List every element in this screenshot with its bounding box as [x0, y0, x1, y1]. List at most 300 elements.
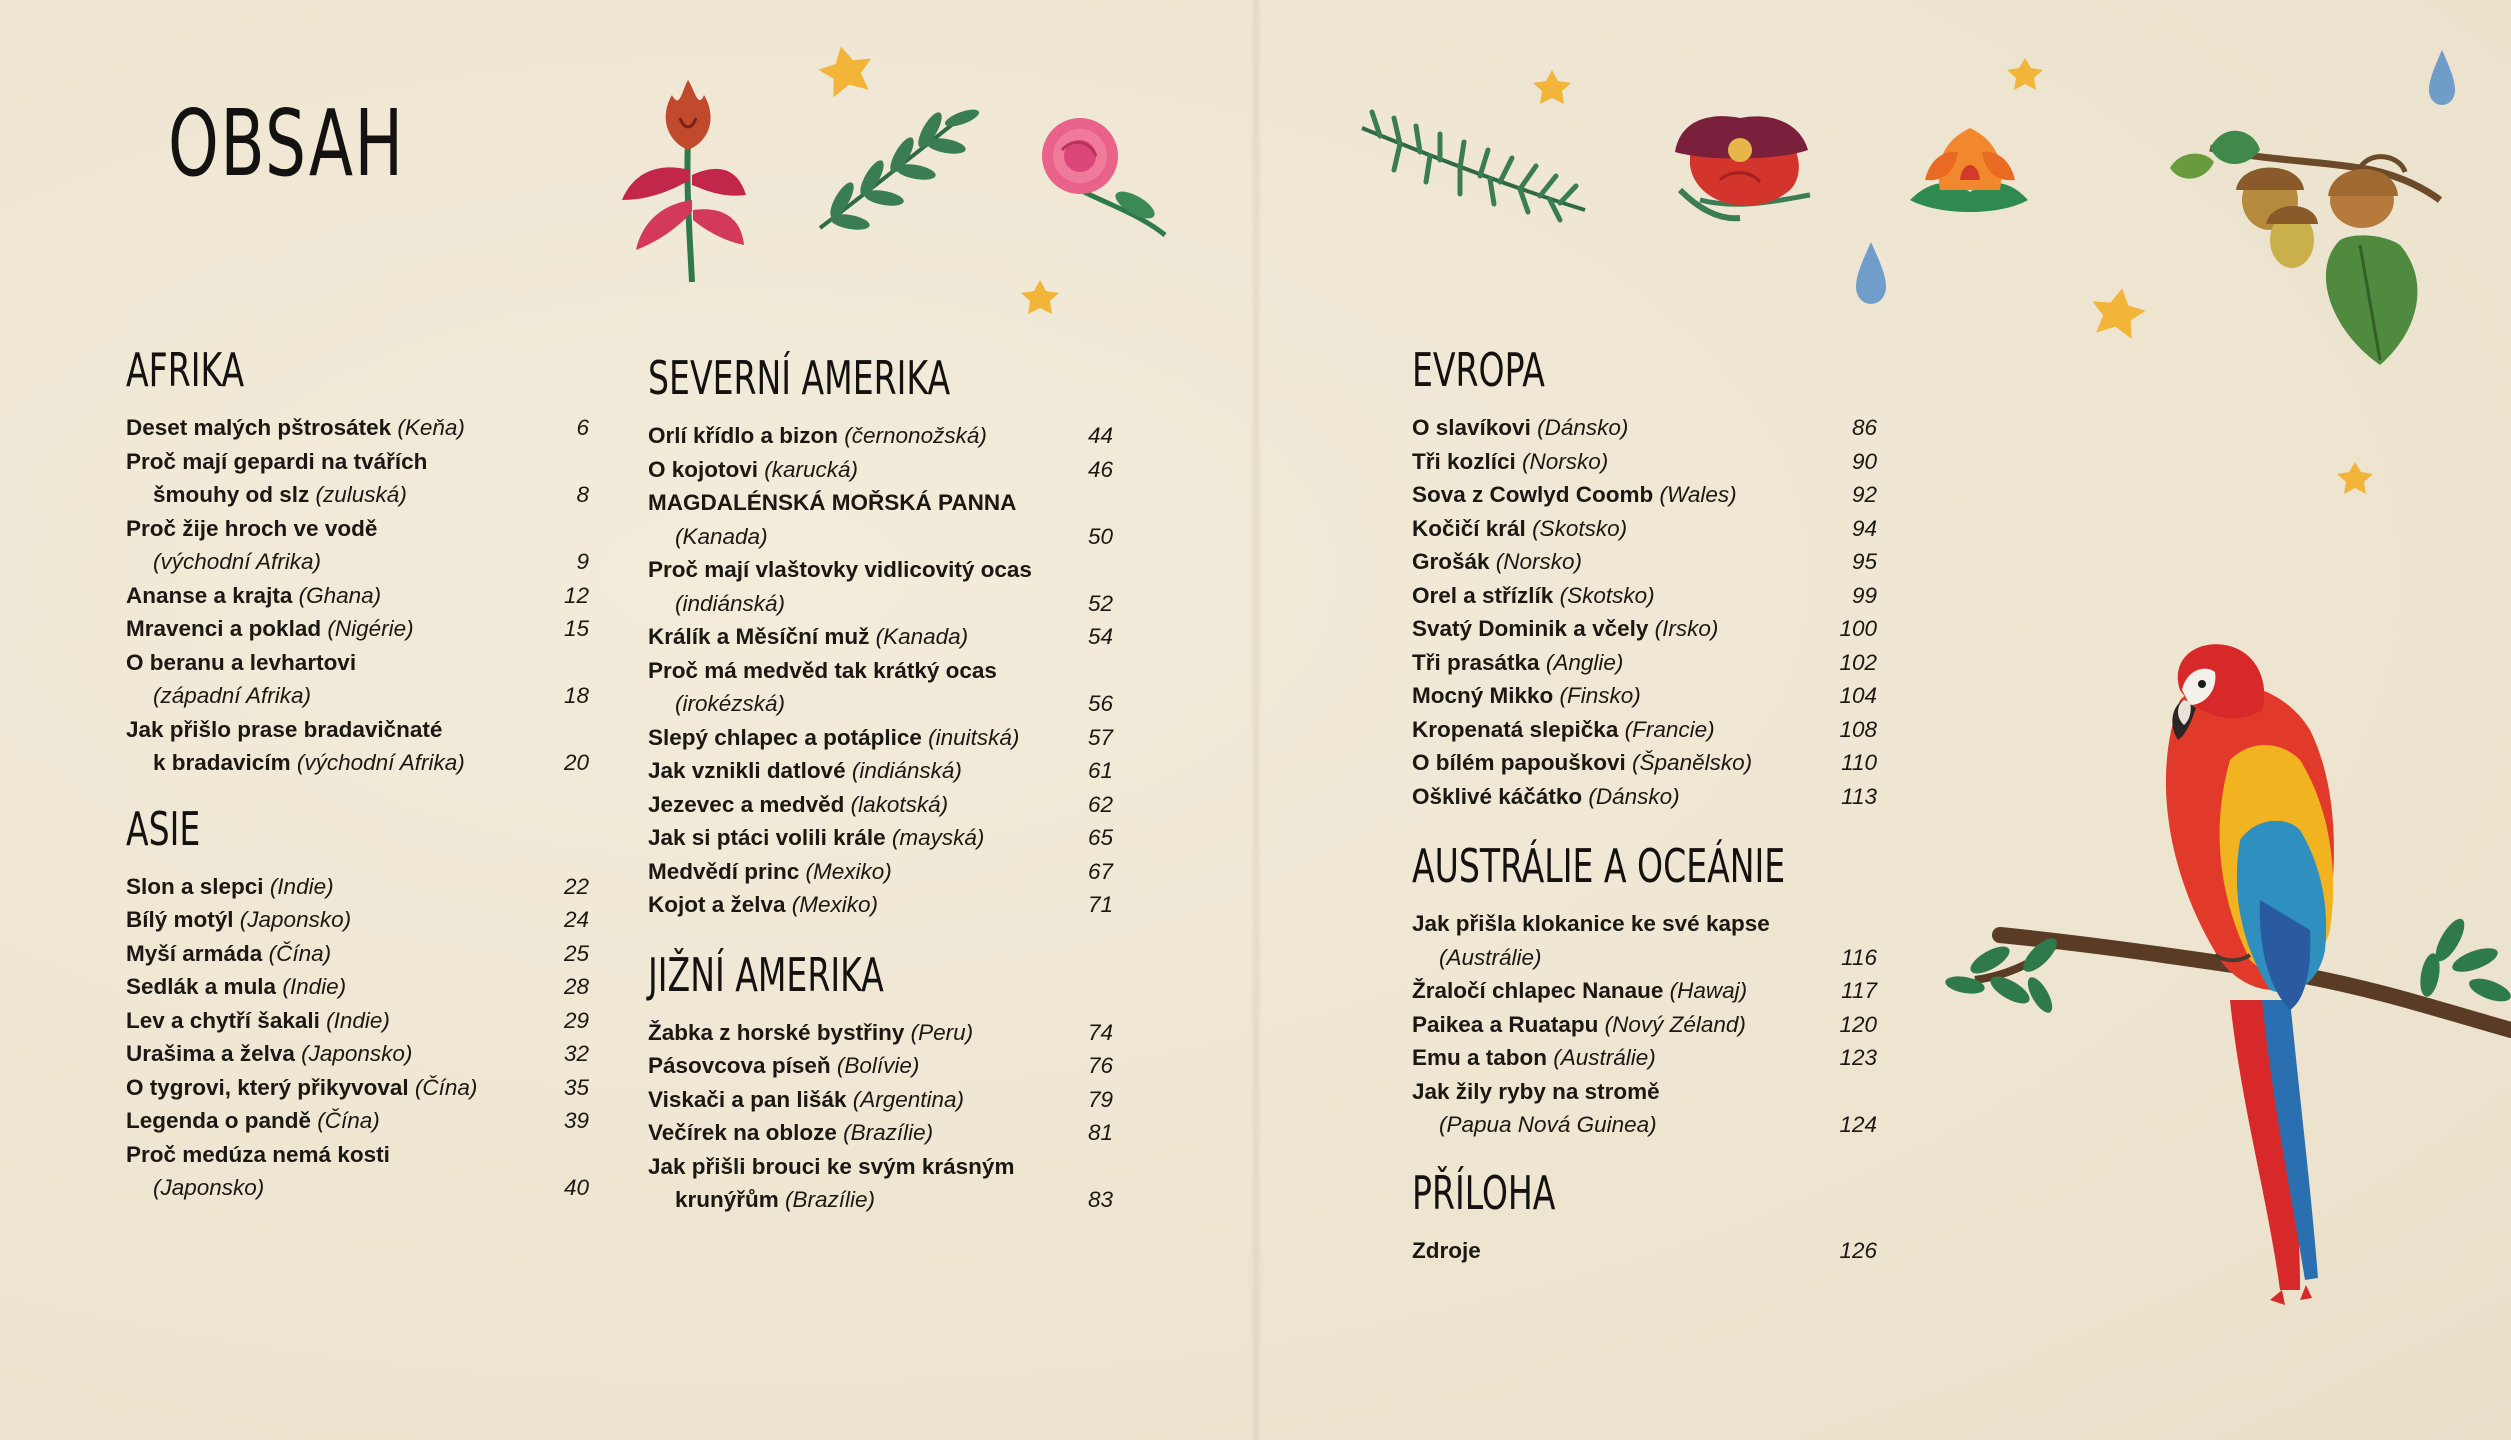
entry-line [1412, 612, 1807, 646]
toc-entry[interactable] [126, 445, 589, 512]
entry-line-continued [1412, 1108, 1807, 1142]
toc-entry[interactable] [126, 512, 589, 579]
entry-line [648, 1049, 1043, 1083]
entry-line [648, 821, 1043, 855]
toc-entry[interactable] [1412, 512, 1877, 546]
entry-line [126, 1071, 519, 1105]
entry-line-continued [648, 587, 1043, 621]
page-number: 116 [1841, 944, 1877, 970]
story-title: Jezevec a medvěd [648, 791, 851, 817]
story-origin: (Indie) [282, 974, 347, 999]
entry-line [1412, 411, 1807, 445]
toc-entry[interactable] [1412, 679, 1877, 713]
entry-line [126, 1037, 519, 1071]
toc-entry[interactable] [648, 855, 1113, 889]
page-number: 29 [563, 1007, 589, 1033]
red-poppy-icon [1675, 116, 1810, 218]
story-title: Žraločí chlapec Nanaue [1412, 978, 1670, 1003]
toc-entry[interactable] [1412, 646, 1877, 680]
toc-entry[interactable] [126, 903, 589, 937]
story-origin: (Austrálie) [1439, 944, 1542, 970]
story-origin: (Anglie) [1545, 649, 1624, 675]
star-icon [1533, 70, 1571, 104]
entry-line [126, 1104, 519, 1138]
story-title: krunýřům [675, 1187, 786, 1212]
story-origin: (Nový Zéland) [1604, 1011, 1746, 1037]
entry-line [1412, 780, 1807, 814]
story-title: Proč žije hroch ve vodě [126, 515, 378, 541]
toc-entry[interactable] [648, 1083, 1113, 1117]
story-title: šmouhy od slz [153, 482, 316, 507]
toc-entry[interactable] [648, 788, 1113, 822]
toc-entry[interactable] [1412, 974, 1877, 1008]
page-number: 92 [1851, 482, 1877, 507]
entry-line [1412, 1041, 1807, 1075]
story-title: Viskači a pan lišák [648, 1086, 853, 1112]
toc-entry[interactable] [1412, 713, 1877, 747]
page-number: 95 [1851, 549, 1877, 574]
toc-entry[interactable] [126, 1004, 589, 1038]
entry-line [126, 579, 519, 613]
section-title: AFRIKA [126, 343, 245, 397]
story-origin: (irokézská) [675, 691, 786, 716]
toc-entry[interactable] [126, 411, 589, 445]
toc-entry-list [126, 870, 589, 1205]
page-number: 15 [563, 616, 589, 641]
story-title: Lev a chytří šakali [126, 1007, 327, 1033]
story-title: Jak přišla klokanice ke své kapse [1412, 911, 1770, 936]
page-number: 52 [1087, 590, 1113, 616]
toc-entry[interactable] [126, 1037, 589, 1071]
page-number: 46 [1087, 456, 1113, 482]
toc-entry[interactable] [126, 1071, 589, 1105]
story-title: Bílý motýl [126, 907, 240, 932]
story-origin: (Austrálie) [1553, 1045, 1656, 1070]
toc-entry[interactable] [1412, 612, 1877, 646]
toc-entry[interactable] [648, 654, 1113, 721]
entry-line [648, 721, 1043, 755]
section-title: JIŽNÍ AMERIKA [648, 947, 884, 1002]
section-title: ASIE [126, 801, 201, 856]
entry-line [126, 411, 519, 445]
page-number: 35 [563, 1074, 589, 1100]
story-title: Kojot a želva [648, 892, 792, 917]
story-title: Proč mají gepardi na tvářích [126, 448, 428, 474]
story-origin: (Kanada) [875, 624, 969, 649]
story-origin: (Čína) [317, 1108, 380, 1133]
story-title: Proč má medvěd tak krátký ocas [648, 657, 997, 683]
entry-line [1412, 478, 1807, 512]
story-origin: (Argentina) [852, 1086, 965, 1112]
story-title: Mravenci a poklad [126, 616, 328, 641]
page-number: 123 [1839, 1045, 1877, 1070]
story-title: O kojotovi [648, 456, 765, 482]
entry-line [648, 553, 1043, 587]
page-number: 18 [563, 683, 589, 708]
page-number: 94 [1851, 515, 1877, 541]
page-number: 65 [1087, 825, 1113, 850]
toc-entry[interactable] [126, 579, 589, 613]
story-title: O slavíkovi [1412, 415, 1538, 440]
entry-line [648, 620, 1043, 654]
toc-entry-list [126, 411, 589, 780]
story-title: Slepý chlapec a potáplice [648, 724, 929, 750]
entry-line [648, 1116, 1043, 1150]
story-origin: (Norsko) [1522, 448, 1609, 474]
page-number: 108 [1839, 716, 1877, 742]
story-title: Tři kozlíci [1412, 448, 1523, 474]
story-title: Grošák [1412, 549, 1496, 574]
story-origin: (mayská) [891, 825, 985, 850]
story-title: Pásovcova píseň [648, 1053, 837, 1078]
story-origin: (Ghana) [298, 582, 382, 608]
toc-entry[interactable] [1412, 1234, 1877, 1268]
story-title: Ošklivé káčátko [1412, 783, 1589, 809]
toc-entry[interactable] [648, 821, 1113, 855]
story-title: Proč mají vlaštovky vidlicovitý ocas [648, 557, 1032, 582]
toc-entry[interactable] [648, 721, 1113, 755]
toc-entry[interactable] [1412, 746, 1877, 780]
page-number: 100 [1839, 616, 1877, 641]
entry-line [648, 788, 1043, 822]
story-origin: (Hawaj) [1669, 978, 1748, 1003]
entry-line [648, 754, 1043, 788]
page-number: 126 [1839, 1237, 1877, 1263]
story-origin: (Indie) [326, 1007, 390, 1033]
section-title: PŘÍLOHA [1412, 1165, 1556, 1220]
toc-entry[interactable] [1412, 780, 1877, 814]
toc-section [1412, 343, 1877, 813]
story-title: Svatý Dominik a včely [1412, 616, 1655, 641]
story-title: Tři prasátka [1412, 649, 1546, 675]
page-number: 76 [1087, 1053, 1113, 1078]
story-title: MAGDALÉNSKÁ MOŘSKÁ PANNA [648, 490, 1017, 515]
toc-entry[interactable] [126, 646, 589, 713]
toc-entry[interactable] [1412, 907, 1877, 974]
entry-line [1412, 713, 1807, 747]
story-origin: (Irsko) [1654, 616, 1719, 641]
story-origin: (Peru) [910, 1019, 974, 1045]
entry-line [126, 713, 519, 747]
story-origin: (Papua Nová Guinea) [1439, 1112, 1657, 1137]
entry-line [648, 855, 1043, 889]
story-title: Myší armáda [126, 940, 269, 966]
palm-leaf-icon [1362, 112, 1585, 220]
section-title: EVROPA [1412, 343, 1545, 397]
toc-entry-list [1412, 907, 1877, 1142]
story-title: Orlí křídlo a bizon [648, 423, 845, 448]
story-origin: (Japonsko) [153, 1175, 265, 1200]
page-number: 54 [1087, 624, 1113, 649]
entry-line [1412, 512, 1807, 546]
entry-line-continued [126, 478, 519, 512]
toc-entry[interactable] [648, 1116, 1113, 1150]
story-origin: (zuluská) [315, 482, 407, 507]
page-number: 67 [1087, 858, 1113, 884]
fern-branch-icon [820, 106, 981, 232]
page-number: 117 [1841, 978, 1877, 1003]
story-title: Jak žily ryby na stromě [1412, 1078, 1660, 1104]
story-origin: (Bolívie) [836, 1053, 920, 1078]
toc-entry[interactable] [1412, 1041, 1877, 1075]
toc-entry[interactable] [1412, 1008, 1877, 1042]
story-origin: (inuitská) [928, 724, 1020, 750]
entry-line [126, 903, 519, 937]
star-icon [2087, 284, 2149, 341]
toc-entry[interactable] [126, 970, 589, 1004]
story-title: O bílém papouškovi [1412, 750, 1633, 775]
toc-entry[interactable] [126, 870, 589, 904]
toc-entry[interactable] [648, 1150, 1113, 1217]
entry-line [1412, 1234, 1807, 1268]
story-origin: (Japonsko) [301, 1041, 413, 1066]
entry-line-continued [1412, 941, 1807, 975]
story-origin: (Japonsko) [239, 907, 352, 932]
story-origin: (Dánsko) [1588, 783, 1680, 809]
story-title: Jak vznikli datlové [648, 758, 852, 783]
entry-line [648, 419, 1043, 453]
toc-section [648, 947, 1113, 1217]
toc-entry[interactable] [648, 553, 1113, 620]
toc-entry-list [1412, 411, 1877, 813]
toc-entry[interactable] [126, 1104, 589, 1138]
page-number: 12 [563, 582, 589, 608]
story-title: Kropenatá slepička [1412, 716, 1625, 742]
page-number: 22 [563, 873, 589, 899]
toc-column-left [126, 343, 589, 1205]
story-title: Medvědí princ [648, 858, 806, 884]
entry-line-continued [126, 545, 519, 579]
story-origin: (Norsko) [1495, 549, 1583, 574]
page-number: 6 [576, 415, 589, 440]
story-origin: (Nigérie) [327, 616, 414, 641]
page-number: 28 [563, 974, 589, 999]
acorn-branch-icon [2170, 131, 2440, 365]
story-origin: (východní Afrika) [153, 549, 321, 574]
toc-entry[interactable] [1412, 445, 1877, 479]
toc-entry[interactable] [648, 620, 1113, 654]
entry-line [1412, 646, 1807, 680]
page-number: 81 [1087, 1120, 1113, 1145]
story-title: Paikea a Ruatapu [1412, 1011, 1605, 1037]
pink-rose-icon [1042, 118, 1165, 235]
toc-entry[interactable] [126, 1138, 589, 1205]
page-number: 61 [1087, 758, 1113, 783]
entry-line [1412, 579, 1807, 613]
toc-section [126, 801, 589, 1205]
page-number: 124 [1839, 1112, 1877, 1137]
star-icon [815, 41, 878, 99]
story-origin: (Kanada) [675, 523, 768, 549]
page-number: 71 [1087, 892, 1113, 917]
page-number: 44 [1087, 423, 1113, 448]
entry-line-continued [648, 1183, 1043, 1217]
toc-column-middle [648, 351, 1113, 1217]
toc-section [1412, 1165, 1877, 1268]
story-title: k bradavicím [153, 750, 297, 775]
story-title: Sova z Cowlyd Coomb [1412, 482, 1660, 507]
story-title: Emu a tabon [1412, 1045, 1554, 1070]
entry-line [1412, 907, 1807, 941]
story-origin: (východní Afrika) [296, 750, 465, 775]
entry-line-continued [648, 687, 1043, 721]
story-origin: (Brazílie) [785, 1187, 876, 1212]
story-origin: (Wales) [1659, 482, 1737, 507]
toc-entry[interactable] [1412, 411, 1877, 445]
story-origin: (lakotská) [850, 791, 949, 817]
entry-line [126, 870, 519, 904]
story-title: Slon a slepci [126, 873, 270, 899]
entry-line-continued [648, 520, 1043, 554]
story-origin: (Čína) [414, 1074, 478, 1100]
story-origin: (Mexiko) [805, 858, 892, 884]
story-title: O beranu a levhartovi [126, 649, 357, 675]
page-number: 120 [1839, 1011, 1877, 1037]
entry-line [126, 512, 519, 546]
toc-entry[interactable] [1412, 545, 1877, 579]
story-origin: (Mexiko) [791, 892, 879, 917]
toc-entry[interactable] [1412, 1075, 1877, 1142]
tulip-flower-icon [622, 80, 746, 282]
entry-line [1412, 545, 1807, 579]
story-origin: (Skotsko) [1532, 515, 1628, 541]
entry-line [126, 1138, 519, 1172]
toc-entry[interactable] [1412, 579, 1877, 613]
entry-line [648, 1150, 1043, 1184]
water-drop-icon [1856, 242, 1886, 304]
page-number: 50 [1087, 523, 1113, 549]
story-origin: (karucká) [764, 456, 859, 482]
toc-entry-list [1412, 1234, 1877, 1268]
page-number: 24 [563, 907, 589, 932]
story-title: Urašima a želva [126, 1041, 302, 1066]
story-title: Deset malých pštrosátek [126, 415, 398, 440]
page-number: 90 [1851, 448, 1877, 474]
entry-line [648, 486, 1043, 520]
page-number: 32 [563, 1041, 589, 1066]
story-origin: (Finsko) [1559, 683, 1641, 708]
entry-line [126, 646, 519, 680]
story-origin: (Brazílie) [843, 1120, 934, 1145]
water-drop-icon [2429, 50, 2455, 105]
page-number: 40 [563, 1175, 589, 1200]
page-number: 99 [1851, 582, 1877, 608]
toc-entry[interactable] [648, 754, 1113, 788]
page-title: OBSAH [168, 90, 405, 197]
entry-line [1412, 679, 1807, 713]
story-origin: (indiánská) [851, 758, 962, 783]
story-title: Sedlák a mula [126, 974, 283, 999]
story-title: Mocný Mikko [1412, 683, 1560, 708]
story-title: Jak si ptáci volili krále [648, 825, 892, 850]
page-number: 110 [1841, 750, 1877, 775]
entry-line [1412, 445, 1807, 479]
toc-column-right [1412, 343, 1877, 1267]
macaw-parrot-icon [2166, 644, 2334, 1305]
story-title: Ananse a krajta [126, 582, 299, 608]
toc-entry[interactable] [126, 937, 589, 971]
toc-section [126, 343, 589, 780]
toc-entry[interactable] [648, 1016, 1113, 1050]
page-number: 79 [1087, 1086, 1113, 1112]
story-origin: (Skotsko) [1559, 582, 1655, 608]
page-number: 102 [1839, 649, 1877, 675]
entry-line [126, 1004, 519, 1038]
toc-section [648, 351, 1113, 922]
story-origin: (Indie) [269, 873, 334, 899]
page-number: 9 [576, 549, 589, 574]
story-title: Kočičí král [1412, 515, 1533, 541]
toc-entry[interactable] [648, 1049, 1113, 1083]
orange-lily-icon [1910, 128, 2028, 212]
story-origin: (Dánsko) [1537, 415, 1629, 440]
entry-line-continued [126, 679, 519, 713]
entry-line [126, 970, 519, 1004]
entry-line [126, 612, 519, 646]
toc-section [1412, 839, 1877, 1142]
story-origin: (Čína) [268, 940, 332, 966]
story-origin: (Keňa) [397, 415, 465, 440]
story-origin: (Španělsko) [1632, 750, 1753, 775]
page-number: 83 [1087, 1187, 1113, 1212]
star-icon [2337, 462, 2373, 494]
entry-line-continued [126, 746, 519, 780]
story-title: Večírek na obloze [648, 1120, 844, 1145]
story-title: Proč medúza nemá kosti [126, 1141, 390, 1167]
story-title: Legenda o pandě [126, 1108, 318, 1133]
entry-line [648, 453, 1043, 487]
entry-line [1412, 746, 1807, 780]
story-title: O tygrovi, který přikyvoval [126, 1074, 415, 1100]
entry-line [648, 1016, 1043, 1050]
page-number: 86 [1851, 415, 1877, 440]
page-number: 25 [563, 940, 589, 966]
story-title: Orel a střízlík [1412, 582, 1560, 608]
story-origin: (indiánská) [675, 590, 786, 616]
entry-line [1412, 974, 1807, 1008]
entry-line [648, 888, 1043, 922]
story-origin: (Francie) [1624, 716, 1715, 742]
page-number: 56 [1087, 691, 1113, 716]
toc-entry[interactable] [1412, 478, 1877, 512]
story-title: Zdroje [1412, 1237, 1481, 1263]
page-number: 8 [576, 482, 589, 507]
story-title: Králík a Měsíční muž [648, 624, 876, 649]
star-icon [1021, 280, 1059, 314]
entry-line [648, 1083, 1043, 1117]
section-title: SEVERNÍ AMERIKA [648, 351, 951, 405]
toc-entry[interactable] [648, 486, 1113, 553]
story-title: Jak přišli brouci ke svým krásným [648, 1153, 1015, 1179]
toc-entry[interactable] [126, 612, 589, 646]
page-number: 113 [1841, 783, 1877, 809]
entry-line [648, 654, 1043, 688]
page-number: 74 [1087, 1019, 1113, 1045]
toc-entry[interactable] [648, 419, 1113, 453]
toc-entry[interactable] [648, 453, 1113, 487]
section-title: AUSTRÁLIE A OCEÁNIE [1412, 839, 1786, 893]
entry-line [1412, 1075, 1807, 1109]
page-number: 57 [1087, 724, 1113, 750]
story-title: Jak přišlo prase bradavičnaté [126, 716, 443, 742]
story-title: Žabka z horské bystřiny [648, 1019, 911, 1045]
page-number: 104 [1839, 683, 1877, 708]
entry-line [126, 445, 519, 479]
toc-entry-list [648, 419, 1113, 922]
toc-entry[interactable] [126, 713, 589, 780]
page-number: 62 [1087, 791, 1113, 817]
toc-entry[interactable] [648, 888, 1113, 922]
